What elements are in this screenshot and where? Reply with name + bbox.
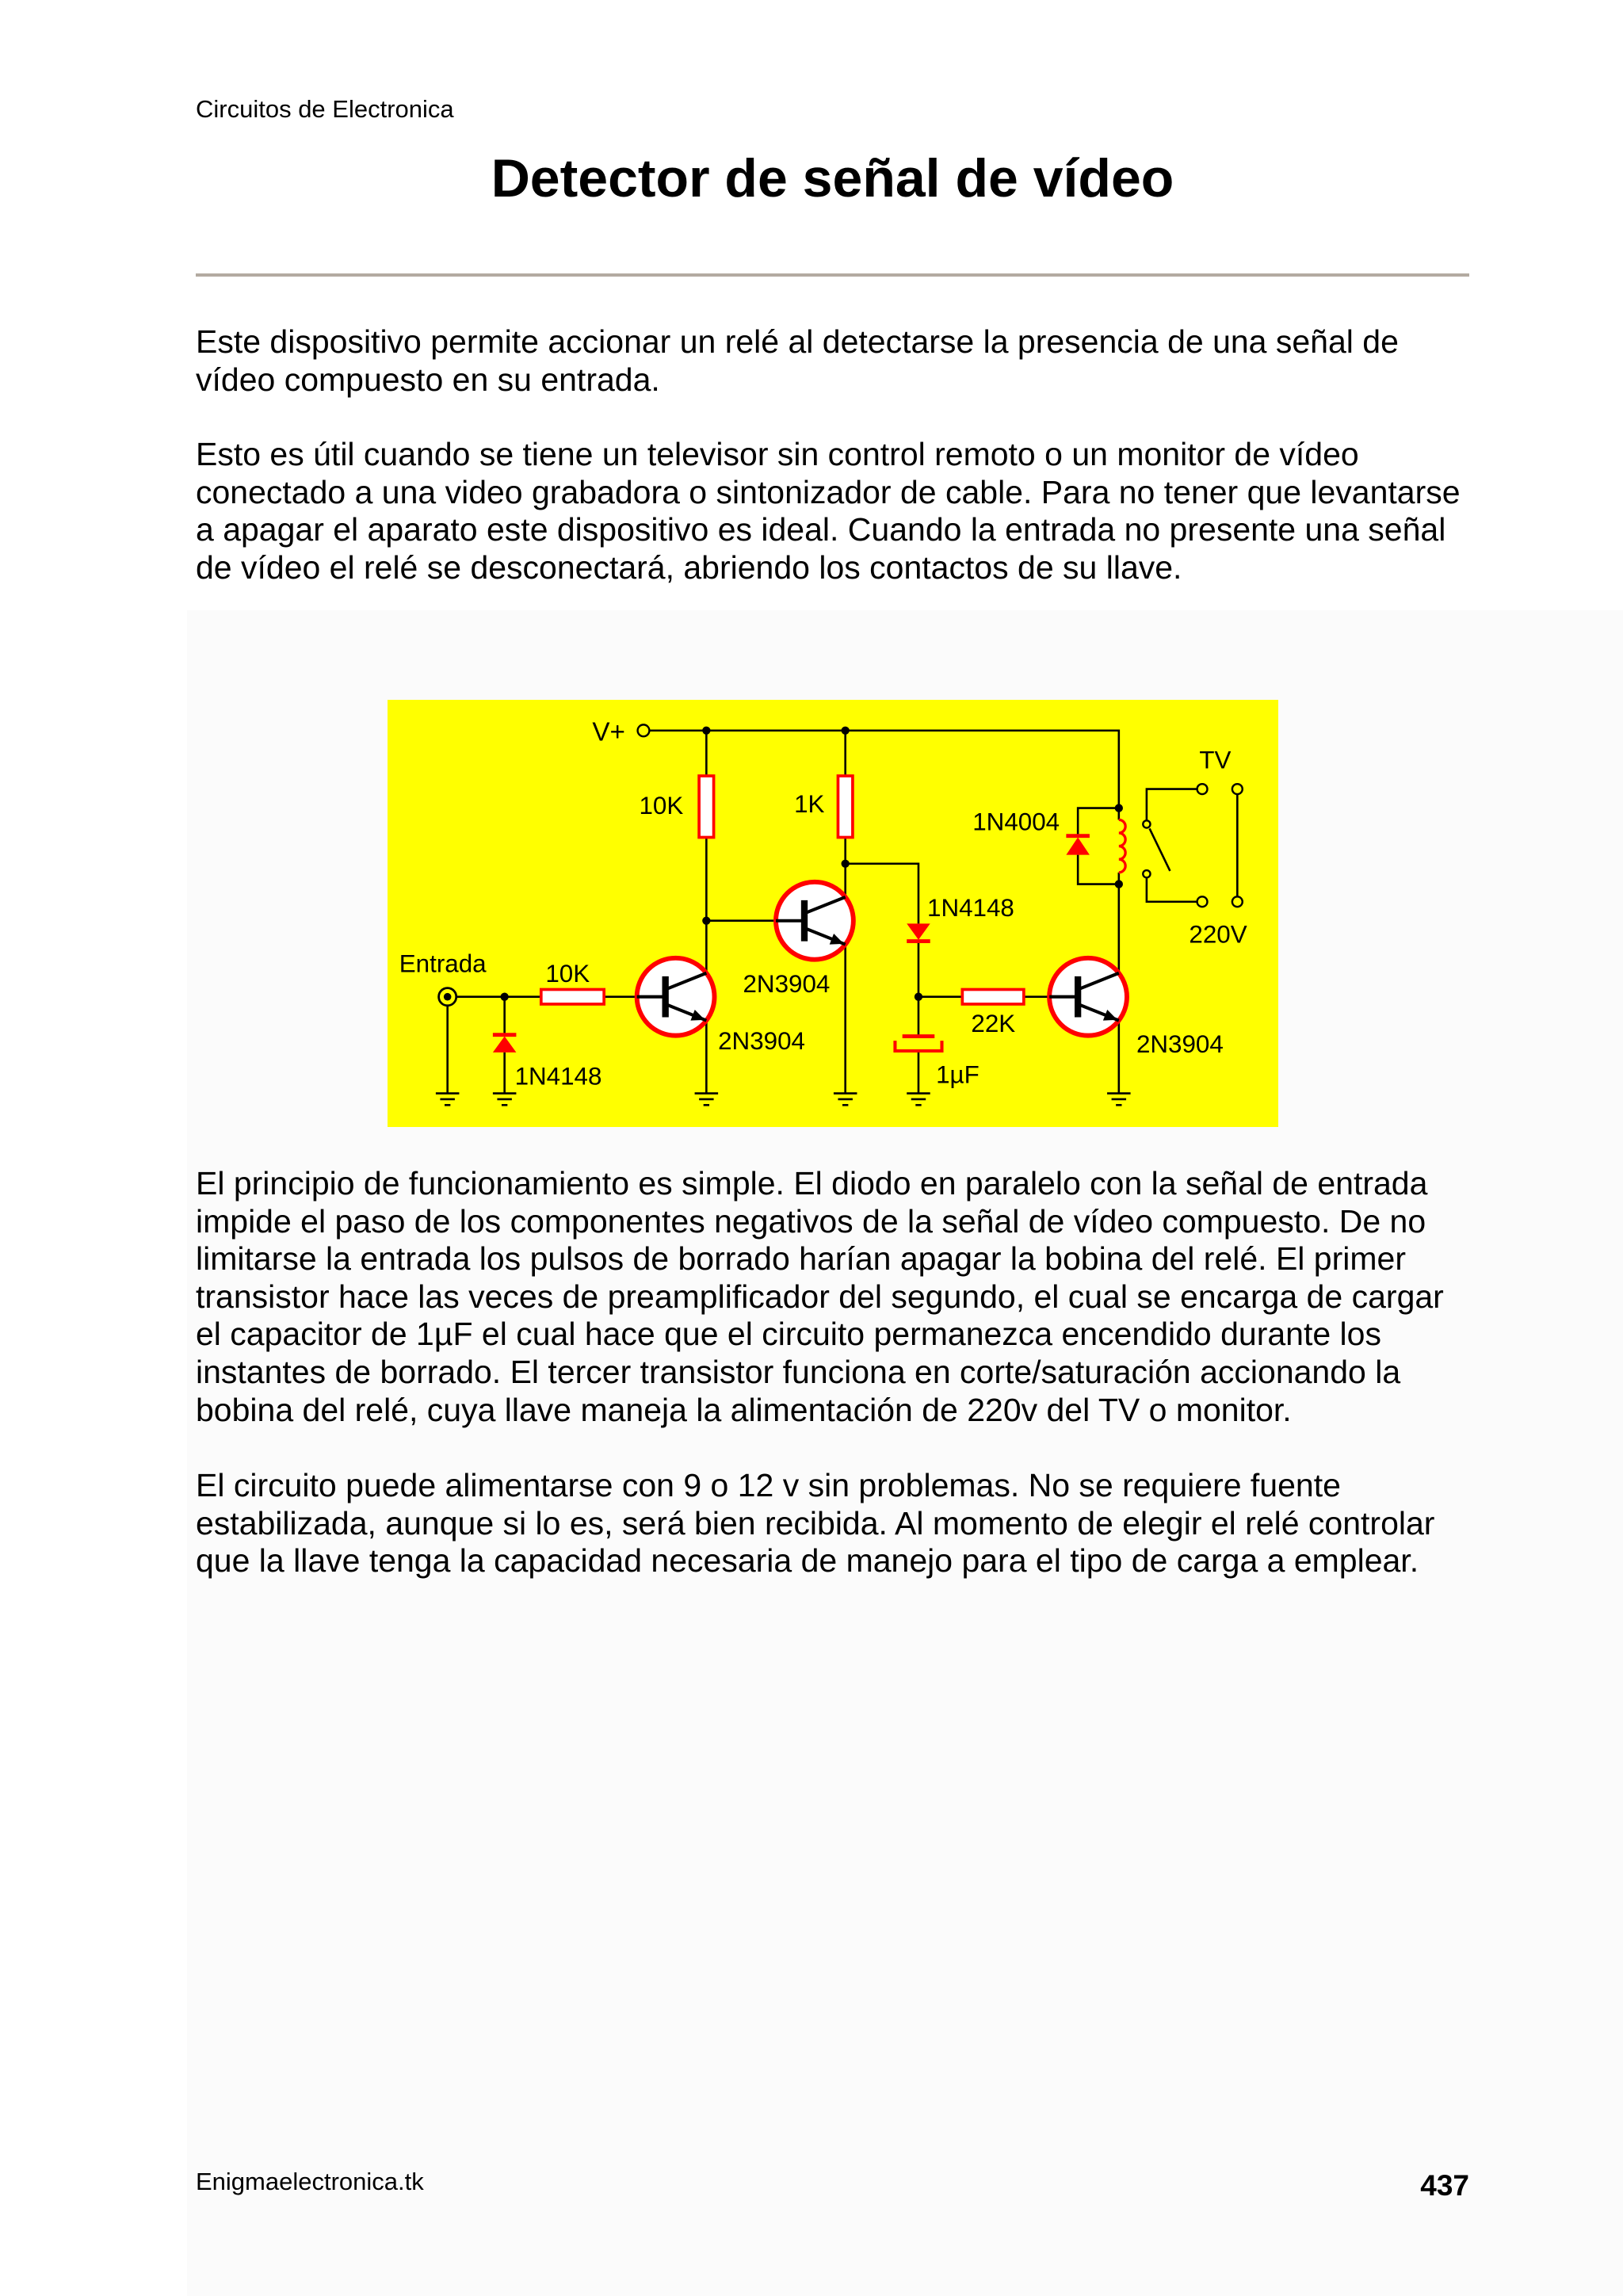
label-mains: 220V: [1189, 920, 1247, 949]
junction-dot: [1115, 804, 1123, 812]
resistor-r3: [962, 989, 1024, 1003]
paragraph-line: estabilizada, aunque si lo es, será bien recibida. Al momento de elegir el relé controlar: [196, 1504, 1435, 1541]
junction-dot: [915, 993, 922, 1001]
paragraph-line: impide el paso de los componentes negativos de la señal de vídeo compuesto. De no: [196, 1202, 1426, 1240]
label-c1: 1µF: [936, 1060, 980, 1089]
circuit-schematic: [388, 700, 1278, 1127]
junction-dot: [1115, 880, 1123, 888]
page-title: Detector de señal de vídeo: [491, 148, 1174, 208]
paragraph-line: El circuito puede alimentarse con 9 o 12 v sin problemas. No se requiere fuente: [196, 1467, 1341, 1503]
label-supply: V+: [592, 717, 625, 747]
label-tv: TV: [1199, 746, 1232, 774]
label-r1: 10K: [639, 791, 684, 819]
paragraph-intro: [196, 323, 1480, 399]
paragraph-line: limitarse la entrada los pulsos de borrado harían apagar la bobina del relé. El primer: [196, 1240, 1406, 1278]
transistor-q1: [637, 958, 715, 1036]
paragraph-usage: [196, 436, 1480, 586]
paragraph-line: conectado a una video grabadora o sintonizador de cable. Para no tener que levantarse: [196, 473, 1461, 510]
label-d2: 1N4148: [927, 894, 1014, 923]
label-q3: 2N3904: [1136, 1030, 1224, 1058]
label-d3: 1N4004: [972, 808, 1060, 836]
label-d1: 1N4148: [514, 1062, 602, 1091]
label-r3: 22K: [971, 1010, 1016, 1038]
title-divider: [196, 273, 1469, 277]
junction-dot: [702, 727, 710, 735]
paragraph-line: de vídeo el relé se desconectará, abriendo los contactos de su llave.: [196, 548, 1182, 586]
resistor-r4: [541, 989, 604, 1003]
junction-dot: [842, 727, 850, 735]
paragraph-line: vídeo compuesto en su entrada.: [196, 361, 660, 398]
paragraph-line: instantes de borrado. El tercer transistor funciona en corte/saturación accionando la: [196, 1353, 1401, 1390]
resistor-r1: [699, 776, 713, 838]
label-r4: 10K: [545, 960, 590, 988]
paragraph-line: a apagar el aparato este dispositivo es ideal. Cuando la entrada no presente una señal: [196, 511, 1446, 548]
junction-dot: [842, 860, 850, 868]
paragraph-operation: [196, 1165, 1480, 1429]
junction-dot: [702, 917, 710, 925]
junction-dot: [500, 993, 508, 1001]
paragraph-line: el capacitor de 1µF el cual hace que el circuito permanezca encendido durante los: [196, 1316, 1381, 1353]
running-header: Circuitos de Electronica: [196, 95, 454, 123]
page-number: 437: [1420, 2169, 1469, 2202]
resistor-r2: [838, 776, 852, 838]
paragraph-line: que la llave tenga la capacidad necesaria de manejo para el tipo de carga a emplear.: [196, 1542, 1419, 1580]
paragraph-supply: [196, 1467, 1480, 1580]
label-r2: 1K: [794, 790, 825, 819]
transistor-q2: [776, 882, 854, 960]
label-q2: 2N3904: [743, 970, 831, 999]
paragraph-line: Este dispositivo permite accionar un relé al detectarse la presencia de una señal de: [196, 323, 1399, 360]
transistor-q3: [1049, 958, 1127, 1036]
paragraph-line: transistor hace las veces de preamplificador del segundo, el cual se encarga de cargar: [196, 1278, 1444, 1315]
paragraph-line: El principio de funcionamiento es simple. El diodo en paralelo con la señal de entrada: [196, 1165, 1428, 1201]
footer-site: Enigmaelectronica.tk: [196, 2168, 424, 2195]
label-input: Entrada: [399, 949, 487, 978]
paragraph-line: bobina del relé, cuya llave maneja la alimentación de 220v del TV o monitor.: [196, 1391, 1292, 1428]
circuit-diagram: [388, 700, 1278, 1127]
label-q1: 2N3904: [718, 1027, 805, 1056]
paragraph-line: Esto es útil cuando se tiene un televisor sin control remoto o un monitor de vídeo: [196, 436, 1359, 472]
